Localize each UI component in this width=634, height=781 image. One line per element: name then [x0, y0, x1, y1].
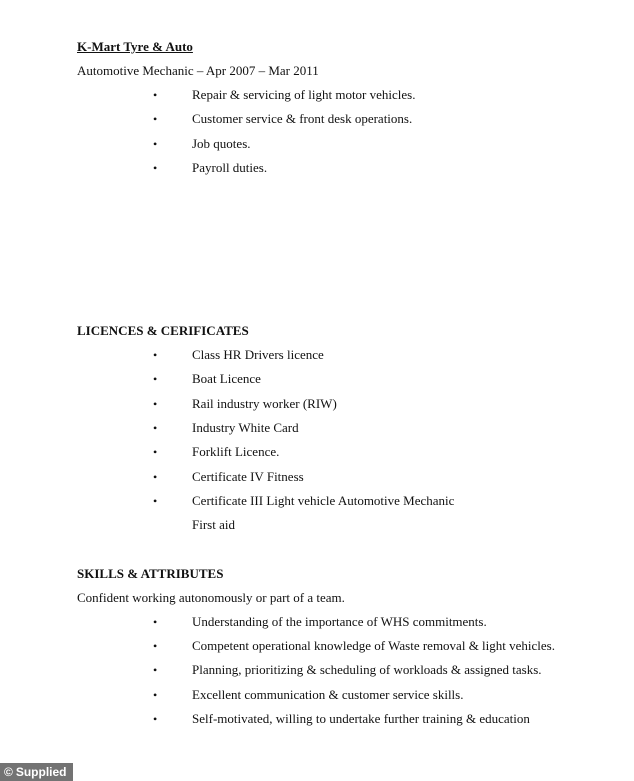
- bullet: •: [153, 421, 158, 435]
- skill-item: Planning, prioritizing & scheduling of workloads & assigned tasks.: [192, 662, 542, 677]
- licence-item: Forklift Licence.: [192, 444, 280, 459]
- bullet: •: [153, 712, 158, 726]
- bullet: •: [153, 663, 158, 677]
- bullet: •: [153, 688, 158, 702]
- duty-item: Job quotes.: [192, 136, 251, 151]
- bullet: •: [153, 639, 158, 653]
- licences-heading: LICENCES & CERIFICATES: [77, 323, 249, 338]
- photo-credit-badge: [0, 763, 73, 781]
- bullet: •: [153, 494, 158, 508]
- bullet: •: [153, 112, 158, 126]
- bullet: •: [153, 137, 158, 151]
- licence-item: Rail industry worker (RIW): [192, 396, 337, 411]
- licence-item: Class HR Drivers licence: [192, 347, 324, 362]
- bullet: •: [153, 397, 158, 411]
- licence-item: Boat Licence: [192, 371, 261, 386]
- skill-item: Competent operational knowledge of Waste removal & light vehicles.: [192, 638, 555, 653]
- duty-item: Payroll duties.: [192, 160, 268, 175]
- licence-item: Certificate III Light vehicle Automotive Mechanic: [192, 493, 455, 508]
- bullet: •: [153, 348, 158, 362]
- licence-extra-item: First aid: [192, 517, 235, 532]
- skill-item: Excellent communication & customer service skills.: [192, 687, 464, 702]
- licence-item: Certificate IV Fitness: [192, 469, 304, 484]
- skills-heading: SKILLS & ATTRIBUTES: [77, 566, 224, 581]
- duty-item: Repair & servicing of light motor vehicles.: [192, 87, 416, 102]
- bullet: •: [153, 615, 158, 629]
- bullet: •: [153, 470, 158, 484]
- bullet: •: [153, 445, 158, 459]
- employer-heading: K-Mart Tyre & Auto: [77, 39, 193, 54]
- duty-item: Customer service & front desk operations.: [192, 111, 413, 126]
- skills-intro: Confident working autonomously or part of a team.: [77, 590, 345, 605]
- job-role: Automotive Mechanic – Apr 2007 – Mar 2011: [77, 63, 319, 78]
- bullet: •: [153, 88, 158, 102]
- bullet: •: [153, 161, 158, 175]
- copyright-icon: ©: [4, 765, 13, 779]
- credit-label: Supplied: [15, 765, 67, 779]
- bullet: •: [153, 372, 158, 386]
- licence-item: Industry White Card: [192, 420, 299, 435]
- skill-item: Self-motivated, willing to undertake further training & education: [192, 711, 530, 726]
- skill-item: Understanding of the importance of WHS commitments.: [192, 614, 487, 629]
